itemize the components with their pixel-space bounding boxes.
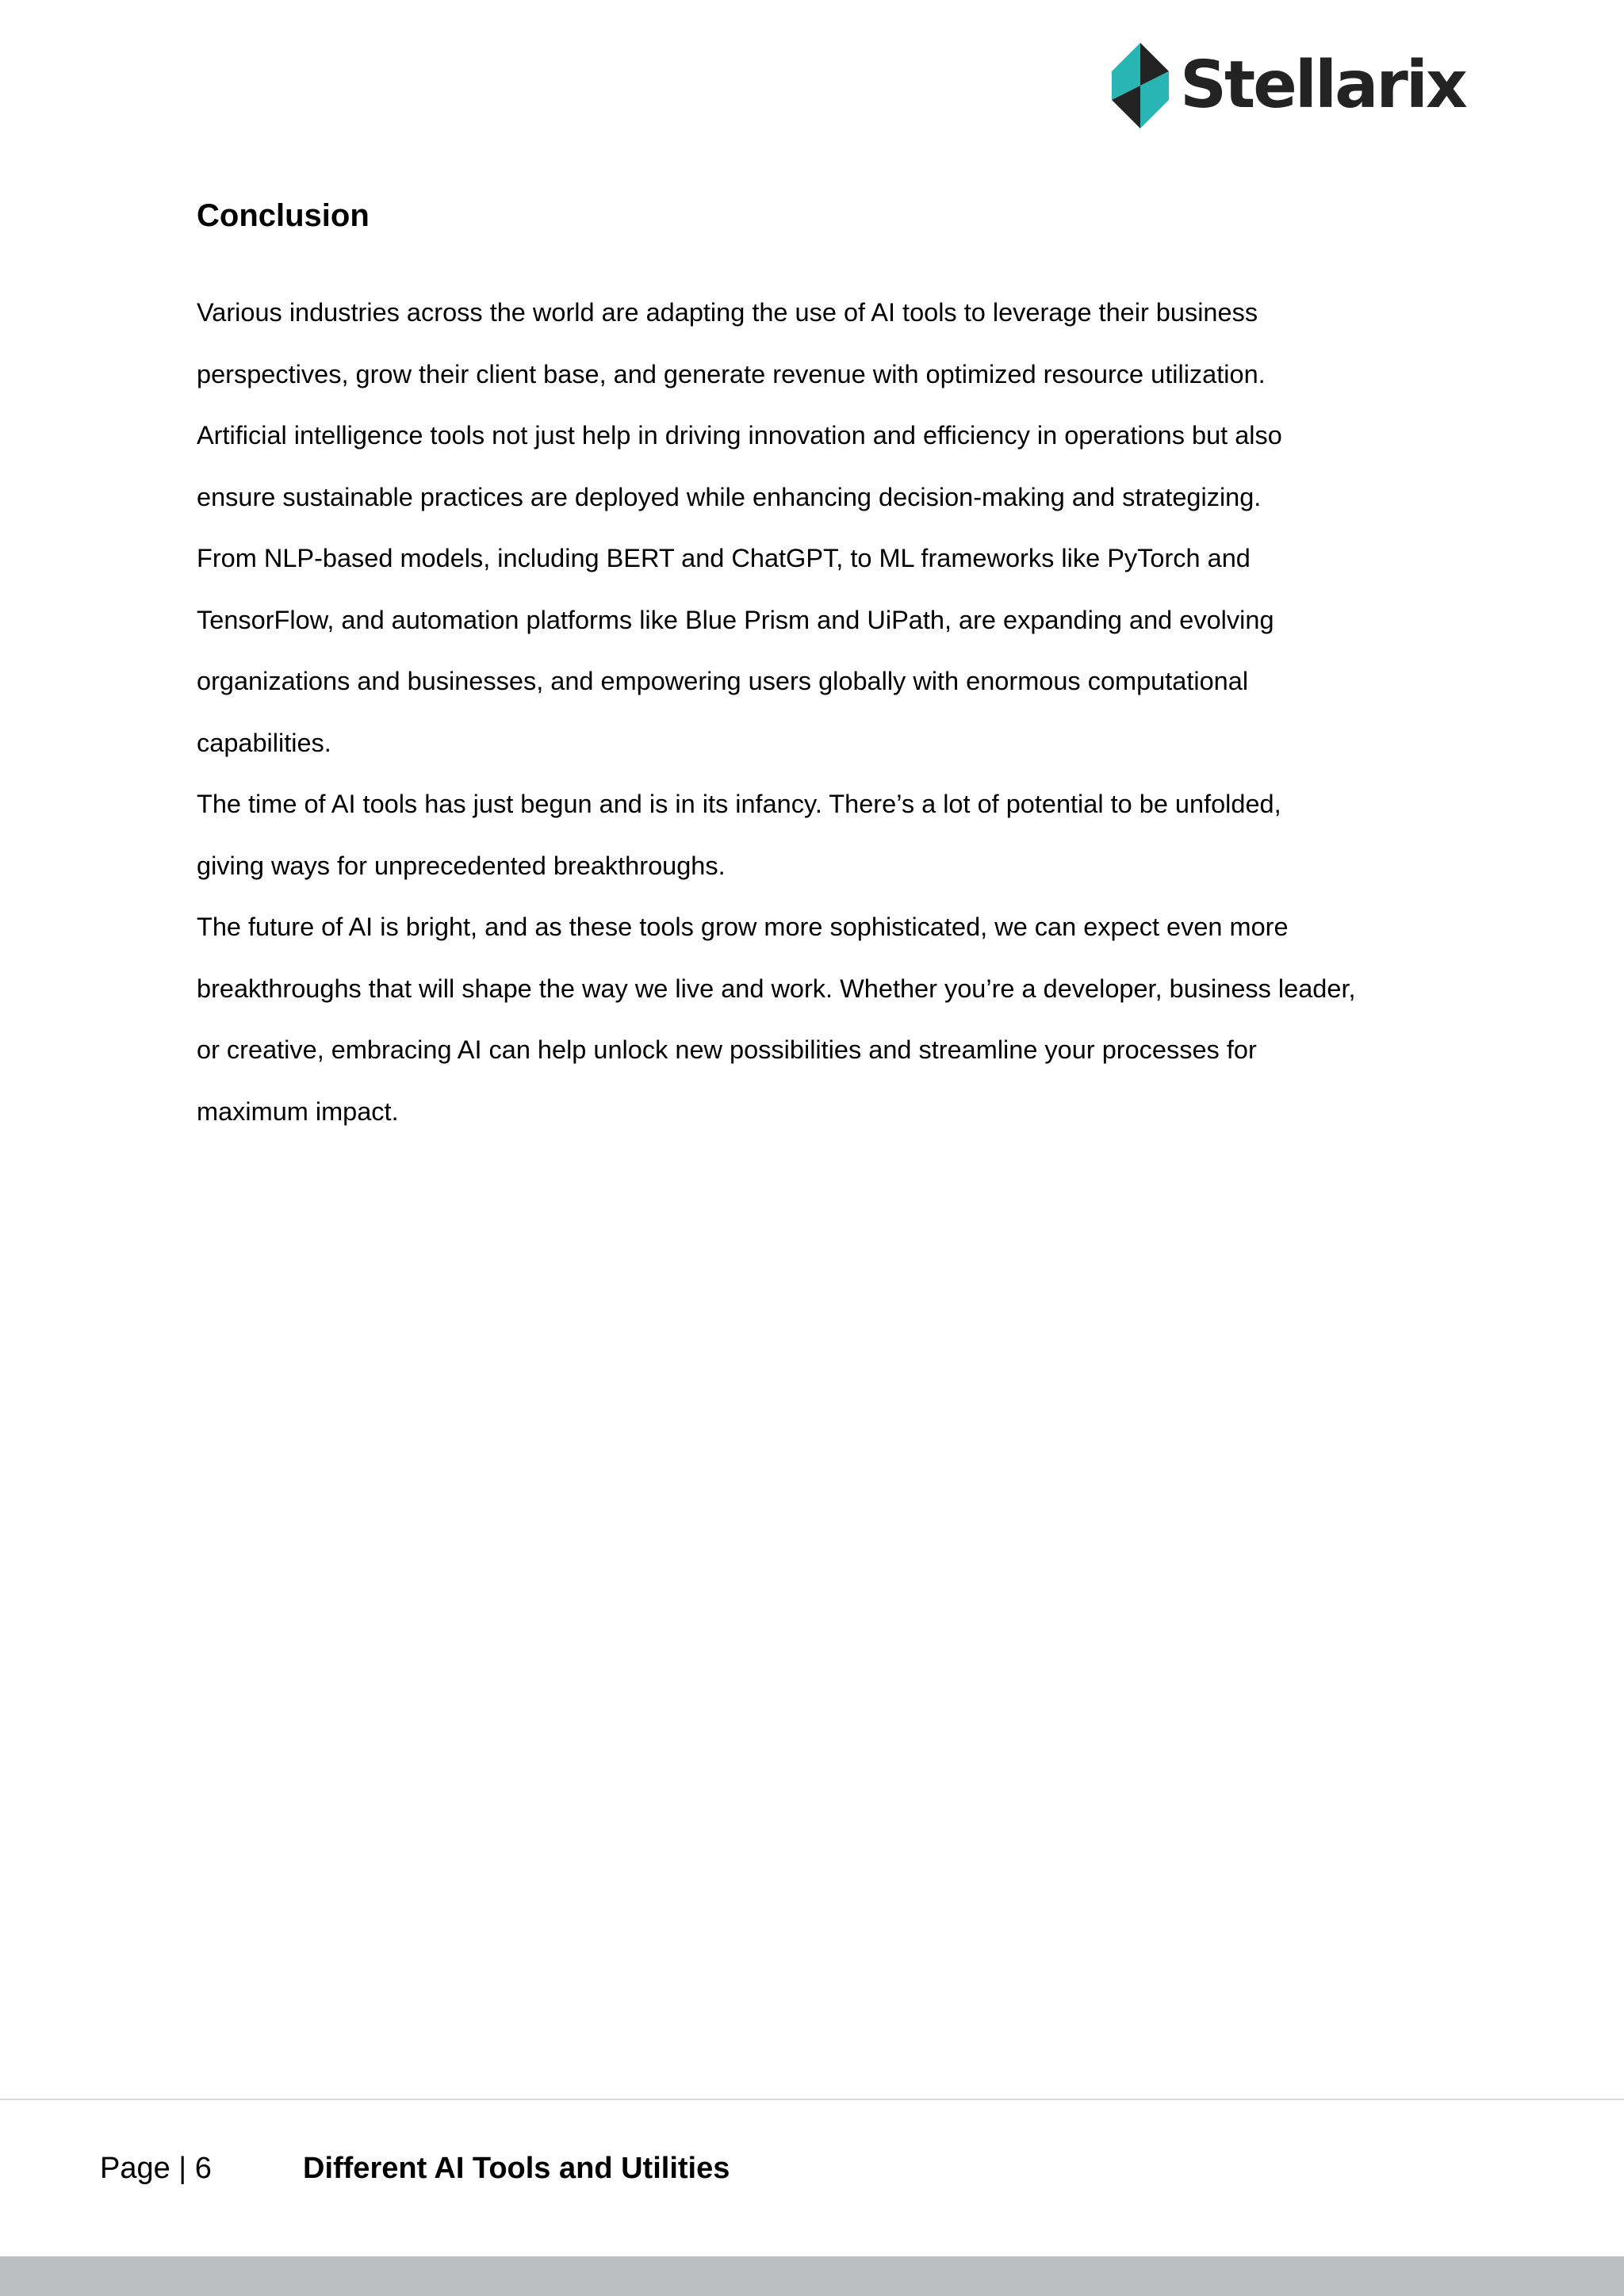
- stellarix-diamond-logo-icon: [1112, 43, 1169, 128]
- section-heading: Conclusion: [197, 198, 370, 233]
- logo-wordmark: Stellarix: [1180, 48, 1465, 123]
- body-line: ensure sustainable practices are deployed while enhancing decision-making and strategizing.: [197, 482, 1262, 511]
- body-line: giving ways for unprecedented breakthroughs.: [197, 851, 726, 880]
- stellarix-logo: [1112, 43, 1465, 128]
- body-line: capabilities.: [197, 728, 331, 757]
- body-line: maximum impact.: [197, 1096, 399, 1126]
- document-title: Different AI Tools and Utilities: [303, 2152, 730, 2185]
- body-line: The time of AI tools has just begun and is in its infancy. There’s a lot of potential to be unfolded,: [197, 790, 1281, 818]
- body-line: Various industries across the world are adapting the use of AI tools to leverage their business: [197, 298, 1258, 327]
- body-line: breakthroughs that will shape the way we live and work. Whether you’re a developer, business leader,: [197, 974, 1356, 1003]
- conclusion-body: [197, 282, 1434, 1142]
- page-number: Page | 6: [100, 2152, 212, 2185]
- body-line: From NLP-based models, including BERT and ChatGPT, to ML frameworks like PyTorch and: [197, 544, 1251, 572]
- body-line: organizations and businesses, and empowering users globally with enormous computational: [197, 667, 1249, 695]
- body-line: TensorFlow, and automation platforms like Blue Prism and UiPath, are expanding and evolving: [197, 605, 1274, 634]
- body-line: The future of AI is bright, and as these tools grow more sophisticated, we can expect even more: [197, 913, 1289, 941]
- footer-divider: [0, 2099, 1624, 2100]
- body-line: or creative, embracing AI can help unlock new possibilities and streamline your processes for: [197, 1035, 1257, 1064]
- footer-band: [0, 2256, 1624, 2296]
- body-line: Artificial intelligence tools not just help in driving innovation and efficiency in operations but also: [197, 421, 1282, 450]
- body-line: perspectives, grow their client base, and generate revenue with optimized resource utilization.: [197, 359, 1266, 388]
